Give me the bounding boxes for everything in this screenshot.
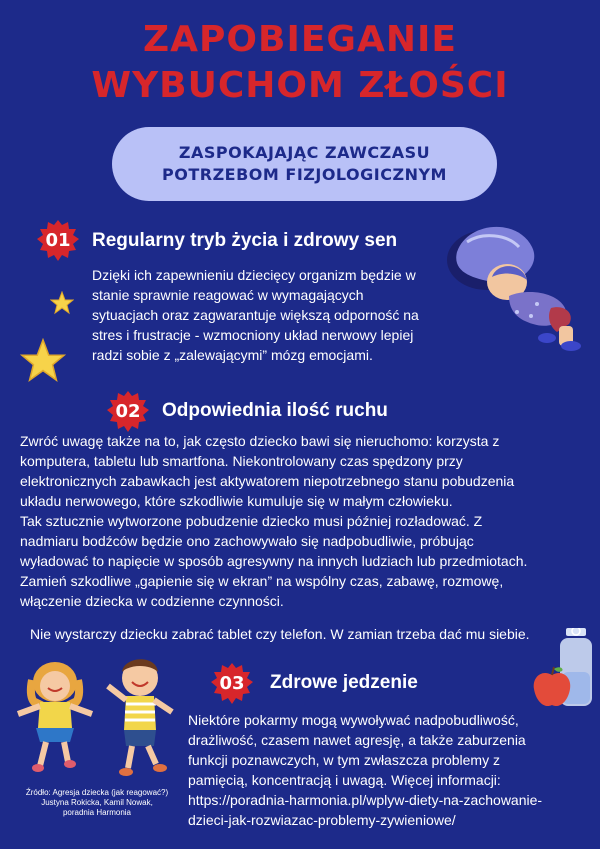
small-star-icon (50, 291, 74, 315)
text-line: dzieci-jak-rozwiazac-problemy-zywieniowe/ (188, 812, 456, 828)
subtitle-line1: ZASPOKAJAJĄC ZAWCZASU (178, 143, 431, 162)
section-3-number: 03 (219, 673, 245, 694)
section-2-note: Nie wystarczy dziecku zabrać tablet czy telefon. W zamian trzeba dać mu siebie. (30, 626, 530, 642)
subtitle-line2: POTRZEBOM FIZJOLOGICZNYM (162, 165, 447, 184)
source-credit (12, 788, 182, 818)
section-1-heading: Regularny tryb życia i zdrowy sen (92, 230, 398, 251)
text-line: elektronicznych zabawkach jest aktywatorem niepotrzebnego stanu pobudzenia (20, 473, 515, 489)
source-line3: poradnia Harmonia (62, 808, 132, 817)
text-line: funkcji poznawczych, w tym zwłaszcza problemy z (188, 752, 500, 768)
children-playing-illustration (10, 650, 190, 780)
text-line: sytuacjach oraz zagwarantuje większą odporność na (92, 307, 419, 323)
page-title-line1: ZAPOBIEGANIE (143, 19, 457, 60)
text-line: https://poradnia-harmonia.pl/wplyw-diety-na-zachowanie- (188, 792, 543, 808)
text-line: Tak sztucznie wytworzone pobudzenie dziecko musi później rozładować. Z (20, 513, 483, 529)
text-line: układu nerwowego, które szkodliwie kumuluje się w małym człowieku. (20, 493, 453, 509)
text-line: stanie sprawnie reagować w wymagających (92, 287, 364, 303)
section-2-number: 02 (115, 401, 141, 422)
sleeping-girl-illustration (447, 212, 587, 352)
subtitle-pill (112, 127, 497, 201)
section-1-badge (36, 219, 80, 263)
text-line: nadmiaru bodźców będzie ono zachowywało się nadpobudliwie, próbując (20, 533, 474, 549)
text-line: drażliwość, czasem nawet agresję, a także zaburzenia (188, 732, 526, 748)
section-3-badge (210, 662, 254, 706)
text-line: Zwróć uwagę także na to, jak często dziecko bawi się nieruchomo: korzysta z (20, 433, 500, 449)
text-line: Dzięki ich zapewnieniu dziecięcy organizm będzie w (92, 267, 416, 283)
section-2-heading: Odpowiednia ilość ruchu (162, 400, 388, 421)
text-line: włączenie dziecka w codzienne czynności. (20, 593, 284, 609)
text-line: stres i frustracje - wzmocniony układ nerwowy lepiej (92, 327, 414, 343)
section-2-badge (106, 390, 150, 434)
section-1-body (92, 265, 437, 365)
page-title-line2: WYBUCHOM ZŁOŚCI (91, 65, 509, 106)
large-star-icon (20, 338, 66, 384)
apple-illustration (532, 665, 572, 709)
text-line: komputera, tabletu lub smartfona. Niekontrolowany czas spędzony przy (20, 453, 463, 469)
section-3-heading: Zdrowe jedzenie (270, 672, 418, 693)
section-1-number: 01 (45, 230, 71, 251)
text-line: Zamień szkodliwe „gapienie się w ekran” na wspólny czas, zabawę, rozmowę, (20, 573, 504, 589)
section-2-body (20, 431, 580, 611)
text-line: wyładować to napięcie w sposób agresywny na innych ludziach lub przedmiotach. (20, 553, 528, 569)
source-line1: Źródło: Agresja dziecka (jak reagować?) (25, 788, 169, 797)
text-line: pamięcią, koncentracją i uwagą. Więcej informacji: (188, 772, 501, 788)
section-3-body (188, 710, 588, 830)
text-line: radzi sobie z „zalewającymi” mózg emocjami. (92, 347, 373, 363)
source-line2: Justyna Rokicka, Kamil Nowak, (41, 798, 153, 807)
text-line: Niektóre pokarmy mogą wywoływać nadpobudliwość, (188, 712, 519, 728)
